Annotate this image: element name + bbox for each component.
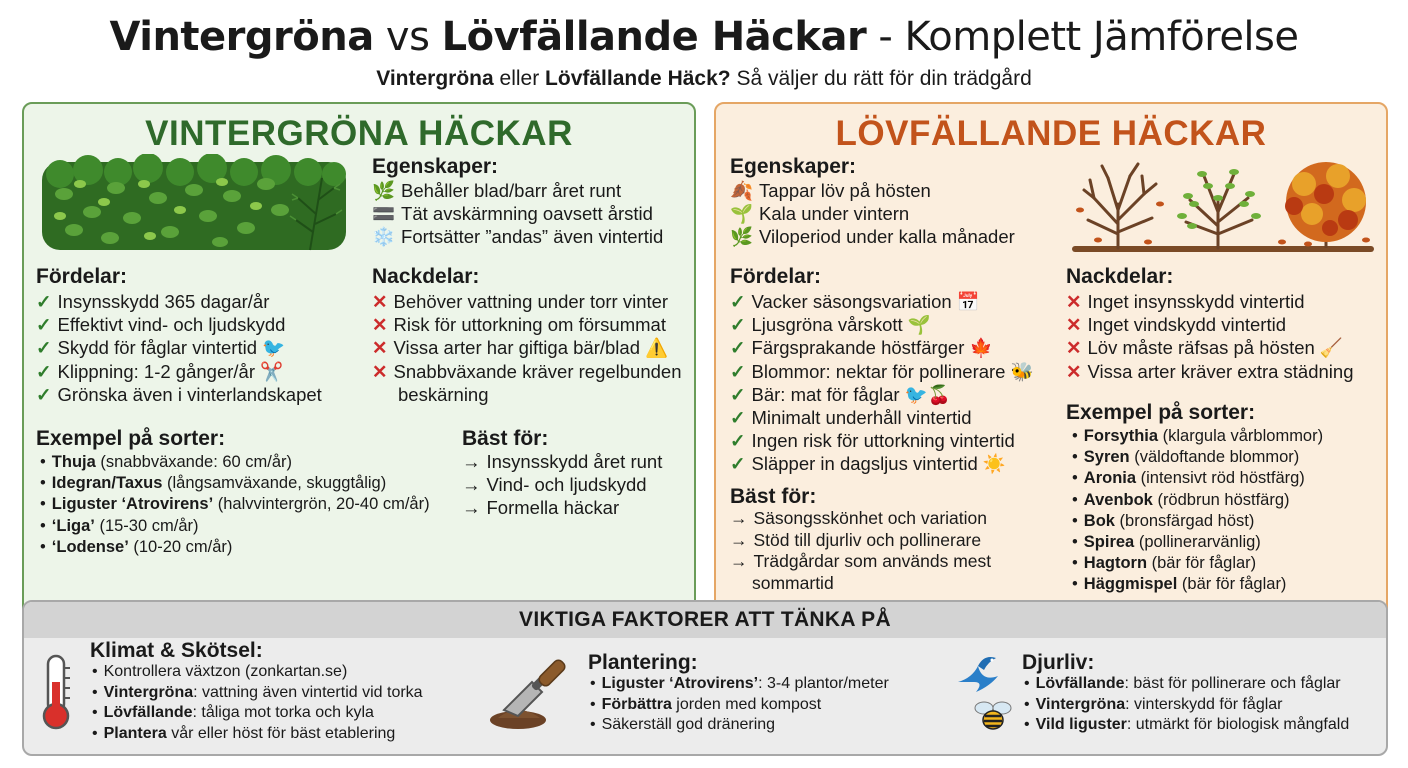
dormant-twig-icon: 🌿: [730, 226, 754, 248]
check-icon: ✓: [730, 383, 746, 405]
wildlife-heading: Djurliv:: [1022, 651, 1095, 674]
list-item: • Syren (väldoftande blommor): [1072, 448, 1300, 467]
list-item: • Thuja (snabbväxande: 60 cm/år): [40, 453, 293, 471]
evergreen-varieties-heading: Exempel på sorter:: [36, 427, 226, 450]
evergreen-properties-heading: Egenskaper:: [372, 155, 499, 178]
check-icon: ✓: [730, 453, 746, 475]
bare-twig-icon: 🌱: [730, 203, 754, 225]
deciduous-pros-heading: Fördelar:: [730, 265, 822, 288]
list-item: ✓ Färgsprakande höstfärger 🍁: [730, 337, 993, 359]
check-icon: ✓: [36, 314, 52, 336]
evergreen-pros-list: [36, 290, 322, 406]
list-item: ✓ Klippning: 1-2 gånger/år ✂️: [36, 360, 284, 382]
trowel-icon: [488, 658, 580, 730]
list-item: ✓ Vacker säsongsvariation 📅: [730, 291, 980, 312]
check-icon: ✓: [36, 360, 52, 382]
list-item: ✕ Snabbväxande kräver regelbunden beskärning: [372, 360, 682, 405]
evergreen-best-heading: Bäst för:: [462, 427, 549, 450]
cross-icon: ✕: [1066, 360, 1082, 382]
list-item: • Vintergröna: vattning även vintertid vid torka: [92, 683, 423, 701]
list-item: ✓ Minimalt underhåll vintertid: [730, 407, 972, 429]
list-item: • Förbättra jorden med kompost: [590, 695, 822, 713]
list-item: ✓ Effektivt vind- och ljudskydd: [36, 314, 286, 336]
bee-icon: [972, 698, 1014, 732]
list-item: • Liguster ‘Atrovirens’ (halvvintergrön, 20-40 cm/år): [40, 495, 430, 514]
list-item: • Plantera vår eller höst för bäst etablering: [92, 724, 396, 742]
deciduous-best-list: [730, 508, 1050, 594]
check-icon: ✓: [36, 383, 52, 405]
planting-list: [590, 674, 889, 736]
list-item: 🌿 Viloperiod under kalla månader: [730, 226, 1015, 248]
deciduous-best-heading: Bäst för:: [730, 485, 817, 508]
page-subtitle: [0, 66, 1408, 92]
deciduous-properties-heading: Egenskaper:: [730, 155, 857, 178]
list-item: 🟰 Tät avskärmning oavsett årstid: [372, 203, 653, 225]
list-item: 🍂 Tappar löv på hösten: [730, 180, 931, 201]
evergreen-pros-heading: Fördelar:: [36, 265, 128, 288]
list-item: ✓ Släpper in dagsljus vintertid ☀️: [730, 453, 1006, 475]
cross-icon: ✕: [1066, 337, 1082, 359]
list-item: ✕ Behöver vattning under torr vinter: [372, 291, 669, 312]
deciduous-cons-heading: Nackdelar:: [1066, 265, 1174, 288]
list-item: • Avenbok (rödbrun höstfärg): [1072, 490, 1290, 509]
list-item: → Insynsskydd året runt: [462, 451, 663, 472]
deciduous-panel: [714, 102, 1388, 626]
list-item: • Liguster ‘Atrovirens’: 3-4 plantor/meter: [590, 675, 889, 692]
list-item: → Stöd till djurliv och pollinerare: [730, 529, 982, 550]
list-item: ✕ Risk för uttorkning om försummat: [372, 314, 666, 336]
arrow-right-icon: →: [462, 474, 481, 496]
deciduous-pros-list: [730, 290, 1034, 476]
list-item: • ‘Lodense’ (10-20 cm/år): [40, 537, 233, 556]
list-item: → Trädgårdar som används mest sommartid: [730, 551, 992, 593]
list-item: • Vild liguster: utmärkt för biologisk mångfald: [1024, 716, 1350, 733]
thermometer-icon: [38, 652, 74, 732]
cross-icon: ✕: [1066, 314, 1082, 336]
check-icon: ✓: [730, 407, 746, 429]
evergreen-cons-list: [372, 290, 692, 406]
hedge-screen-icon: 🟰: [372, 203, 396, 225]
deciduous-shrubs-illustration: [1068, 154, 1378, 254]
list-item: • Forsythia (klargula vårblommor): [1072, 427, 1324, 445]
list-item: • Säkerställ god dränering: [590, 716, 776, 733]
list-item: • Häggmispel (bär för fåglar): [1072, 575, 1287, 594]
check-icon: ✓: [730, 291, 746, 312]
list-item: • ‘Liga’ (15-30 cm/år): [40, 516, 199, 535]
arrow-right-icon: →: [730, 529, 748, 550]
arrow-right-icon: →: [462, 451, 481, 472]
list-item: ❄️ Fortsätter ”andas” även vintertid: [372, 226, 664, 248]
list-item: 🌿 Behåller blad/barr året runt: [372, 180, 622, 201]
deciduous-properties-list: [730, 179, 1015, 249]
cross-icon: ✕: [372, 360, 388, 382]
wildlife-list: [1024, 674, 1349, 736]
list-item: ✓ Skydd för fåglar vintertid 🐦: [36, 337, 286, 359]
list-item: ✓ Insynsskydd 365 dagar/år: [36, 291, 270, 312]
list-item: ✓ Blommor: nektar för pollinerare 🐝: [730, 360, 1034, 382]
evergreen-varieties-list: [40, 452, 430, 558]
list-item: → Vind- och ljudskydd: [462, 474, 647, 496]
page-title: [0, 14, 1408, 60]
title-suffix: - Komplett Jämförelse: [866, 14, 1299, 60]
list-item: • Vintergröna: vinterskydd för fåglar: [1024, 695, 1283, 713]
climate-heading: Klimat & Skötsel:: [90, 639, 263, 662]
evergreen-panel: [22, 102, 696, 626]
check-icon: ✓: [730, 360, 746, 382]
evergreen-best-list: [462, 450, 662, 520]
factors-panel: [22, 600, 1388, 756]
title-vs: vs: [373, 14, 442, 60]
list-item: • Lövfällande: bäst för pollinerare och fåglar: [1024, 675, 1341, 692]
subtitle-evergreen: Vintergröna: [376, 67, 494, 90]
title-evergreen: Vintergröna: [109, 14, 374, 60]
evergreen-hedge-illustration: [40, 154, 348, 254]
list-item: ✓ Ljusgröna vårskott 🌱: [730, 314, 931, 336]
factors-heading: VIKTIGA FAKTORER ATT TÄNKA PÅ: [24, 602, 1386, 638]
list-item: • Lövfällande: tåliga mot torka och kyla: [92, 704, 374, 721]
evergreen-cons-heading: Nackdelar:: [372, 265, 480, 288]
fallen-leaf-icon: 🍂: [730, 180, 754, 201]
arrow-right-icon: →: [730, 508, 748, 528]
list-item: ✓ Ingen risk för uttorkning vintertid: [730, 430, 1015, 452]
list-item: • Aronia (intensivt röd höstfärg): [1072, 469, 1305, 488]
list-item: • Kontrollera växtzon (zonkartan.se): [92, 663, 348, 680]
cross-icon: ✕: [372, 337, 388, 359]
climate-list: [92, 662, 423, 744]
list-item: ✕ Vissa arter har giftiga bär/blad ⚠️: [372, 337, 669, 359]
deciduous-title: LÖVFÄLLANDE HÄCKAR: [835, 114, 1267, 153]
leaf-icon: 🌿: [372, 180, 396, 201]
subtitle-or: eller: [493, 67, 546, 90]
list-item: • Idegran/Taxus (långsamväxande, skuggtålig): [40, 474, 387, 493]
evergreen-title: VINTERGRÖNA HÄCKAR: [145, 114, 573, 153]
cross-icon: ✕: [372, 314, 388, 336]
check-icon: ✓: [730, 430, 746, 452]
subtitle-deciduous: Lövfällande Häck?: [545, 67, 731, 90]
arrow-right-icon: →: [730, 551, 748, 571]
list-item: ✕ Vissa arter kräver extra städning: [1066, 360, 1354, 382]
deciduous-cons-list: [1066, 290, 1354, 383]
title-deciduous: Lövfällande Häckar: [441, 14, 867, 60]
subtitle-suffix: Så väljer du rätt för din trädgård: [730, 67, 1032, 90]
deciduous-varieties-heading: Exempel på sorter:: [1066, 401, 1256, 424]
list-item: ✓ Bär: mat för fåglar 🐦🍒: [730, 383, 951, 405]
evergreen-properties-list: [372, 179, 663, 249]
list-item: 🌱 Kala under vintern: [730, 203, 910, 225]
arrow-right-icon: →: [462, 497, 481, 519]
cross-icon: ✕: [1066, 291, 1082, 312]
check-icon: ✓: [730, 337, 746, 359]
deciduous-varieties-list: [1072, 426, 1323, 596]
check-icon: ✓: [730, 314, 746, 336]
bird-icon: [954, 652, 1004, 698]
list-item: • Spirea (pollinerarvänlig): [1072, 533, 1261, 552]
list-item: → Säsongsskönhet och variation: [730, 508, 987, 528]
list-item: • Hagtorn (bär för fåglar): [1072, 554, 1257, 573]
cross-icon: ✕: [372, 291, 388, 312]
list-item: • Bok (bronsfärgad höst): [1072, 511, 1255, 530]
list-item: → Formella häckar: [462, 497, 620, 519]
check-icon: ✓: [36, 291, 52, 312]
list-item: ✓ Grönska även i vinterlandskapet: [36, 383, 322, 405]
list-item: ✕ Löv måste räfsas på hösten 🧹: [1066, 337, 1343, 359]
planting-heading: Plantering:: [588, 651, 698, 674]
list-item: ✕ Inget vindskydd vintertid: [1066, 314, 1286, 336]
list-item: ✕ Inget insynsskydd vintertid: [1066, 291, 1305, 312]
check-icon: ✓: [36, 337, 52, 359]
snowflake-icon: ❄️: [372, 226, 396, 248]
